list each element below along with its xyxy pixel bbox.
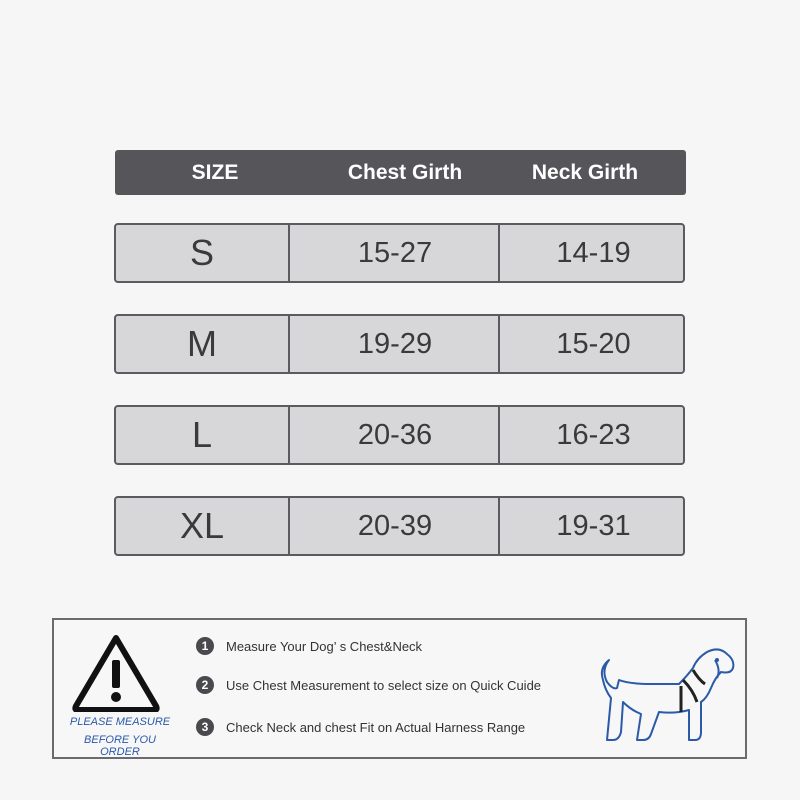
size-row-l [114,405,685,465]
neck-girth-value: 15-20 [498,316,687,372]
neck-girth-value: 14-19 [498,225,687,281]
size-label: L [191,414,213,455]
step-text: Check Neck and chest Fit on Actual Harness Range [226,719,526,735]
size-table-header [115,150,686,195]
warning-text-line1: PLEASE MEASURE [69,716,171,728]
size-label: M [187,323,217,364]
chest-girth-value: 15-27 [288,225,500,281]
header-chest-girth: Chest Girth [347,161,463,184]
chest-girth-value: 20-39 [288,498,500,554]
neck-girth-value: 19-31 [498,498,687,554]
chest-girth-value: 19-29 [288,316,500,372]
step-1 [196,636,422,656]
dog-harness-icon [589,640,739,750]
measure-notice-box [52,618,747,759]
step-number-badge: 1 [196,637,214,655]
neck-girth-value: 16-23 [498,407,687,463]
size-label: S [189,232,214,273]
size-row-xl [114,496,685,556]
step-2 [196,675,541,695]
step-3 [196,717,525,737]
chest-girth-value: 20-36 [288,407,500,463]
warning-text-line2: BEFORE YOU ORDER [84,734,156,758]
step-number-badge: 2 [196,676,214,694]
step-number-badge: 3 [196,718,214,736]
header-size: SIZE [191,161,239,184]
size-label: XL [179,505,225,546]
header-neck-girth: Neck Girth [531,161,639,184]
step-text: Use Chest Measurement to select size on Quick Cuide [226,677,542,693]
step-text: Measure Your Dog’ s Chest&Neck [226,638,423,654]
size-row-m [114,314,685,374]
size-row-s [114,223,685,283]
warning-triangle-icon [72,634,160,712]
